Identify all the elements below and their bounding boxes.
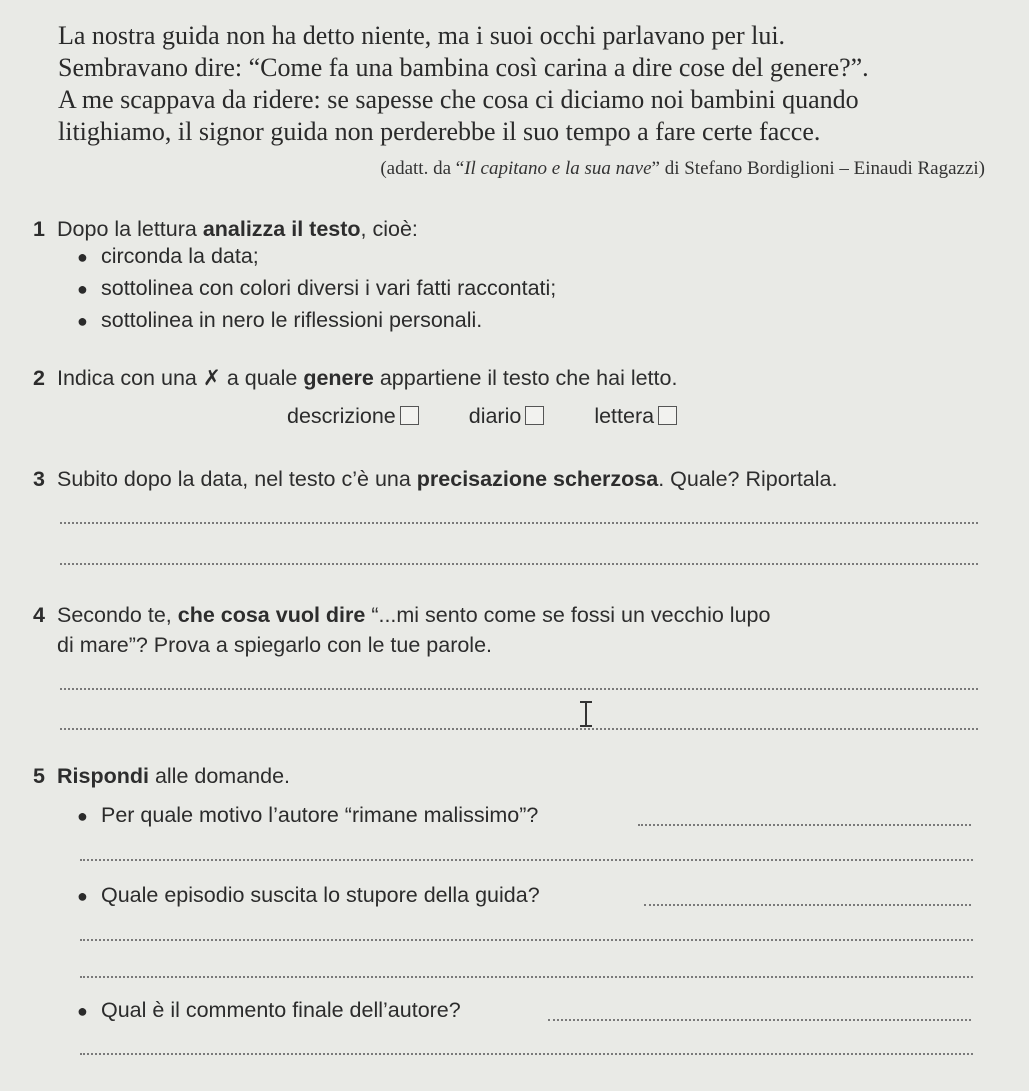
question-2: 2 Indica con una ✗ a quale genere appartiene il testo che hai letto. (33, 366, 678, 390)
bullet-icon: ● (77, 806, 88, 826)
text-cursor-icon (577, 700, 595, 728)
bullet-icon: ● (77, 1001, 88, 1021)
answer-line[interactable] (60, 688, 978, 690)
checkbox-icon[interactable] (525, 406, 544, 425)
option-lettera: lettera (594, 404, 677, 429)
answer-line[interactable] (60, 563, 978, 565)
option-descrizione: descrizione (287, 404, 419, 429)
answer-line[interactable] (644, 904, 971, 906)
list-item: ● sottolinea con colori diversi i vari fatti raccontati; (77, 273, 556, 305)
question-4: 4 Secondo te, che cosa vuol dire “...mi sento come se fossi un vecchio lupo (33, 603, 771, 627)
question-5: 5 Rispondi alle domande. (33, 764, 291, 788)
sub-question: ● Qual è il commento finale dell’autore? (77, 998, 461, 1022)
answer-line[interactable] (548, 1019, 971, 1021)
answer-line[interactable] (80, 976, 973, 978)
reading-passage (58, 20, 993, 148)
source-citation: (adatt. da “Il capitano e la sua nave” di Stefano Bordiglioni – Einaudi Ragazzi) (380, 158, 985, 179)
answer-line[interactable] (60, 728, 978, 730)
passage-line: La nostra guida non ha detto niente, ma i suoi occhi parlavano per lui. (58, 21, 786, 50)
question-number: 3 (33, 467, 45, 491)
bullet-icon: ● (77, 311, 88, 331)
question-3: 3 Subito dopo la data, nel testo c’è una precisazione scherzosa. Quale? Riportala. (33, 467, 838, 491)
passage-line: Sembravano dire: “Come fa una bambina così carina a dire cose del genere?”. (58, 53, 869, 82)
question-number: 2 (33, 366, 45, 390)
bullet-icon: ● (77, 279, 88, 299)
question-1: 1 Dopo la lettura analizza il testo, cioè: (33, 217, 418, 241)
answer-line[interactable] (80, 939, 973, 941)
book-title: Il capitano e la sua nave (464, 158, 652, 179)
question-number: 1 (33, 217, 45, 241)
answer-line[interactable] (638, 824, 971, 826)
question-number: 4 (33, 603, 45, 627)
checkbox-icon[interactable] (658, 406, 677, 425)
genre-options (287, 404, 721, 429)
bullet-icon: ● (77, 247, 88, 267)
passage-line: A me scappava da ridere: se sapesse che cosa ci diciamo noi bambini quando (58, 85, 859, 114)
sub-question: ● Quale episodio suscita lo stupore della guida? (77, 883, 540, 907)
question-number: 5 (33, 764, 45, 788)
answer-line[interactable] (80, 859, 973, 861)
list-item: ● sottolinea in nero le riflessioni personali. (77, 305, 556, 337)
answer-line[interactable] (80, 1053, 973, 1055)
option-diario: diario (469, 404, 545, 429)
question-1-bullets (77, 241, 556, 337)
checkbox-icon[interactable] (400, 406, 419, 425)
sub-question: ● Per quale motivo l’autore “rimane malissimo”? (77, 803, 539, 827)
passage-line: litighiamo, il signor guida non perderebbe il suo tempo a fare certe facce. (58, 117, 821, 146)
bullet-icon: ● (77, 886, 88, 906)
question-4-continued: di mare”? Prova a spiegarlo con le tue parole. (57, 633, 493, 657)
list-item: ● circonda la data; (77, 241, 556, 273)
answer-line[interactable] (60, 522, 978, 524)
